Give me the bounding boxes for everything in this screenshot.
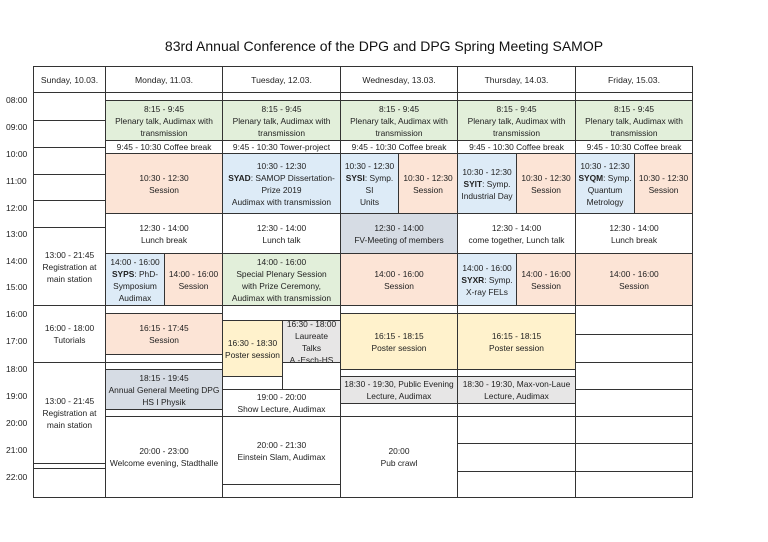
tuesday-einstein-slam xyxy=(222,416,341,485)
friday-empty-slot xyxy=(575,362,693,390)
tuesday-poster-session xyxy=(222,320,283,377)
event-time: 13:00 - 21:45 xyxy=(44,249,95,260)
event-time: 10:30 - 12:30 xyxy=(580,160,630,171)
event-time: 12:30 - 14:00 xyxy=(609,222,659,233)
event-location: HS I Physik xyxy=(142,396,186,407)
time-label-0800: 08:00 xyxy=(6,95,28,105)
event-title: Plenary talk, Audimax with xyxy=(350,115,448,126)
event-code: SYPS xyxy=(111,268,135,279)
monday-plenary-event xyxy=(105,100,223,141)
monday-session-late xyxy=(105,313,223,355)
event-title: Einstein Slam, Audimax xyxy=(237,451,326,462)
wednesday-sysi-symposium xyxy=(340,153,399,214)
sunday-tutorials-event xyxy=(33,305,106,363)
friday-syqm-symposium xyxy=(575,153,635,214)
event-title: Session xyxy=(648,184,679,195)
sunday-registration-event xyxy=(33,227,106,306)
event-title: Show Lecture, Audimax xyxy=(237,404,326,414)
event-time: 10:30 - 12:30 xyxy=(344,160,395,171)
monday-annual-general-meeting xyxy=(105,369,223,410)
tuesday-plenary-event xyxy=(222,100,341,141)
event-title-cont: Units xyxy=(359,196,380,207)
event-title-cont: Metrology xyxy=(586,196,624,207)
event-time: 12:30 - 14:00 xyxy=(374,222,424,233)
event-time: 10:30 - 12:30 xyxy=(521,172,571,183)
event-time: 18:15 - 19:45 xyxy=(139,372,189,383)
event-time: 14:00 - 16:00 xyxy=(462,262,512,273)
event-time: 16:00 - 18:00 xyxy=(44,323,95,333)
event-time: 10:30 - 12:30 xyxy=(139,172,189,183)
event-title: Plenary talk, Audimax with xyxy=(232,115,331,126)
event-title: Plenary talk, Audimax with xyxy=(585,115,683,126)
event-title: : SAMOP Dissertation- xyxy=(250,172,335,183)
event-time: 10:30 - 12:30 xyxy=(403,172,453,183)
sunday-empty-slot xyxy=(33,468,106,498)
event-time: 8:15 - 9:45 xyxy=(378,103,420,114)
event-time: 10:30 - 12:30 xyxy=(638,172,689,183)
sunday-empty-slot xyxy=(33,120,106,148)
thursday-syit-symposium xyxy=(457,153,517,214)
event-code: SYQM xyxy=(578,172,604,183)
time-label-1600: 16:00 xyxy=(6,309,28,319)
event-title: FV-Meeting of members xyxy=(354,234,444,245)
event-title-cont: transmission xyxy=(140,127,188,138)
time-label-2100: 21:00 xyxy=(6,445,28,455)
event-title-cont: transmission xyxy=(610,127,658,138)
sunday-empty-slot xyxy=(33,92,106,121)
event-location: Lecture, Audimax xyxy=(366,391,432,401)
event-title: Welcome evening, Stadthalle xyxy=(109,458,219,468)
tuesday-show-lecture xyxy=(222,389,341,417)
monday-coffee-break: 9:45 - 10:30 Coffee break xyxy=(105,140,223,154)
friday-empty-slot xyxy=(575,305,693,335)
event-title: Session xyxy=(178,280,209,291)
event-title-cont: transmission xyxy=(492,127,540,138)
thursday-poster-session xyxy=(457,313,576,370)
wednesday-poster-session xyxy=(340,313,458,370)
event-title-cont: Prize 2019 xyxy=(261,184,302,195)
time-label-2200: 22:00 xyxy=(6,472,28,482)
wednesday-public-evening-lecture xyxy=(340,376,458,404)
event-title: Lunch break xyxy=(140,234,188,245)
event-title: : Symp. xyxy=(603,172,632,183)
event-time: 14:00 - 16:00 xyxy=(521,268,571,279)
thursday-come-together-lunch xyxy=(457,213,576,254)
sunday-empty-slot xyxy=(33,200,106,228)
event-title-cont: Symposium xyxy=(113,280,157,291)
event-time: 14:00 - 16:00 xyxy=(374,268,424,279)
event-location: Audimax xyxy=(118,292,152,303)
event-title: : Symp. xyxy=(484,274,513,285)
day-header-sunday: Sunday, 10.03. xyxy=(33,66,106,93)
event-time: 16:15 - 18:15 xyxy=(374,330,424,341)
tuesday-laureate-talks xyxy=(282,320,341,363)
time-label-1800: 18:00 xyxy=(6,364,28,374)
friday-empty-slot xyxy=(575,416,693,444)
event-title: 18:30 - 19:30, Public Evening xyxy=(344,379,454,389)
event-title: Special Plenary Session xyxy=(236,268,327,279)
event-title: Lunch talk xyxy=(262,234,301,245)
event-location: main station xyxy=(46,273,93,284)
thursday-session-pm xyxy=(516,253,576,306)
monday-lunch-break xyxy=(105,213,223,254)
tuesday-empty-slot xyxy=(282,362,341,390)
monday-session-am xyxy=(105,153,223,214)
event-title: Session xyxy=(413,184,443,195)
wednesday-empty-slot xyxy=(340,403,458,417)
sunday-empty-slot xyxy=(33,147,106,175)
event-title: Registration at xyxy=(42,261,97,272)
sunday-empty-slot xyxy=(33,174,106,201)
event-title: Poster session xyxy=(225,349,280,360)
time-label-1100: 11:00 xyxy=(6,176,27,186)
tuesday-special-plenary xyxy=(222,253,341,306)
time-label-0900: 09:00 xyxy=(6,122,28,132)
friday-plenary-event xyxy=(575,100,693,141)
friday-session-am xyxy=(634,153,693,214)
event-title: Session xyxy=(149,335,179,345)
wednesday-session-pm xyxy=(340,253,458,306)
event-title: Session xyxy=(531,184,561,195)
event-time: 16:15 - 18:15 xyxy=(491,330,542,341)
event-title: Poster session xyxy=(489,342,544,353)
event-title: Registration at xyxy=(42,408,97,418)
monday-session-pm xyxy=(164,253,223,306)
event-title: : PhD- xyxy=(134,268,159,279)
event-time: 14:00 - 16:00 xyxy=(609,268,659,279)
friday-coffee-break: 9:45 - 10:30 Coffee break xyxy=(575,140,693,154)
thursday-empty-slot xyxy=(457,416,576,444)
day-header-friday: Friday, 15.03. xyxy=(575,66,693,93)
event-title-cont: transmission xyxy=(257,127,305,138)
event-title-cont: with Prize Ceremony, xyxy=(242,280,321,291)
page-title: 83rd Annual Conference of the DPG and DPG Spring Meeting SAMOP xyxy=(164,38,604,54)
event-title: Session xyxy=(531,280,561,291)
event-time: 14:00 - 16:00 xyxy=(110,256,160,267)
event-title-cont: Industrial Day xyxy=(461,190,513,201)
event-title: Laureate Talks xyxy=(294,330,329,353)
tuesday-syad-symposium xyxy=(222,153,341,214)
event-time: 14:00 - 16:00 xyxy=(168,268,219,279)
event-title-cont: Quantum xyxy=(587,184,623,195)
time-label-1200: 12:00 xyxy=(6,203,28,213)
event-title: Tutorials xyxy=(53,335,86,345)
tuesday-empty-slot xyxy=(222,376,283,390)
tuesday-tower-project: 9:45 - 10:30 Tower-project xyxy=(222,140,341,154)
friday-empty-slot xyxy=(575,443,693,472)
event-title: Session xyxy=(384,280,414,291)
event-code: SYXR xyxy=(461,274,485,285)
day-header-tuesday: Tuesday, 12.03. xyxy=(222,66,341,93)
time-label-1300: 13:00 xyxy=(6,229,28,239)
time-label-1900: 19:00 xyxy=(6,391,28,401)
wednesday-pub-crawl xyxy=(340,416,458,498)
event-time: 8:15 - 9:45 xyxy=(496,103,537,114)
event-time: 20:00 - 21:30 xyxy=(256,439,307,450)
day-header-wednesday: Wednesday, 13.03. xyxy=(340,66,458,93)
tuesday-empty-slot xyxy=(222,484,341,498)
event-time: 10:30 - 12:30 xyxy=(462,166,512,177)
event-title: Poster session xyxy=(371,342,427,353)
event-time: 16:30 - 18:00 xyxy=(286,320,337,329)
time-label-1000: 10:00 xyxy=(6,149,28,159)
event-title-cont: transmission xyxy=(375,127,423,138)
event-title: Session xyxy=(149,184,179,195)
event-title: Plenary talk, Audimax with xyxy=(467,115,566,126)
event-time: 14:00 - 16:00 xyxy=(256,256,307,267)
day-header-thursday: Thursday, 14.03. xyxy=(457,66,576,93)
day-header-monday: Monday, 11.03. xyxy=(105,66,223,93)
wednesday-fv-meeting xyxy=(340,213,458,254)
time-label-1400: 14:00 xyxy=(6,256,28,266)
sunday-registration-evening-event xyxy=(33,362,106,464)
event-code: SYSI xyxy=(345,172,365,183)
event-location: Lecture, Audimax xyxy=(484,391,549,401)
event-location: A.-Esch-HS xyxy=(289,354,334,363)
wednesday-plenary-event xyxy=(340,100,458,141)
event-code: SYAD xyxy=(228,172,251,183)
thursday-plenary-event xyxy=(457,100,576,141)
time-label-1700: 17:00 xyxy=(6,336,28,346)
tuesday-empty-slot xyxy=(222,305,341,321)
event-location: Audimax with transmission xyxy=(231,196,332,207)
event-time: 10:30 - 12:30 xyxy=(256,160,307,171)
monday-welcome-evening xyxy=(105,416,223,498)
event-title: Pub crawl xyxy=(380,458,418,468)
friday-empty-slot xyxy=(575,471,693,498)
event-time: 20:00 - 23:00 xyxy=(139,446,189,456)
time-label-1500: 15:00 xyxy=(6,282,28,292)
thursday-empty-slot xyxy=(457,471,576,498)
event-location: main station xyxy=(46,420,93,430)
time-label-2000: 20:00 xyxy=(6,418,28,428)
event-time: 8:15 - 9:45 xyxy=(261,103,302,114)
event-time: 16:15 - 17:45 xyxy=(139,323,189,333)
friday-session-pm xyxy=(575,253,693,306)
thursday-coffee-break: 9:45 - 10:30 Coffee break xyxy=(457,140,576,154)
event-time: 8:15 - 9:45 xyxy=(143,103,185,114)
event-title: come together, Lunch talk xyxy=(468,234,565,245)
event-title: 18:30 - 19:30, Max-von-Laue xyxy=(462,379,571,389)
thursday-session-am xyxy=(516,153,576,214)
thursday-syxr-symposium xyxy=(457,253,517,306)
event-time: 16:30 - 18:30 xyxy=(227,337,278,348)
tuesday-lunch-talk xyxy=(222,213,341,254)
thursday-max-von-laue-lecture xyxy=(457,376,576,404)
event-title: Session xyxy=(619,280,649,291)
thursday-empty-slot xyxy=(457,403,576,417)
event-time: 13:00 - 21:45 xyxy=(44,396,95,406)
event-title: Annual General Meeting DPG xyxy=(108,384,220,395)
event-time: 19:00 - 20:00 xyxy=(256,392,307,402)
event-time: 12:30 - 14:00 xyxy=(256,222,307,233)
event-title: : Symp. SI xyxy=(364,172,394,195)
monday-syps-symposium xyxy=(105,253,165,306)
event-time: 12:30 - 14:00 xyxy=(491,222,542,233)
event-title: : Symp. xyxy=(482,178,511,189)
friday-empty-slot xyxy=(575,389,693,417)
event-location: Audimax with transmission xyxy=(231,292,332,303)
event-title: Lunch break xyxy=(610,234,658,245)
event-time: 20:00 xyxy=(388,446,410,456)
event-time: 8:15 - 9:45 xyxy=(613,103,655,114)
event-title: Plenary talk, Audimax with xyxy=(115,115,213,126)
friday-empty-slot xyxy=(575,334,693,363)
wednesday-coffee-break: 9:45 - 10:30 Coffee break xyxy=(340,140,458,154)
event-code: SYIT xyxy=(463,178,483,189)
thursday-empty-slot xyxy=(457,443,576,472)
event-time: 12:30 - 14:00 xyxy=(139,222,189,233)
wednesday-session-am xyxy=(398,153,458,214)
event-title-cont: X-ray FELs xyxy=(466,286,508,297)
friday-lunch-break xyxy=(575,213,693,254)
